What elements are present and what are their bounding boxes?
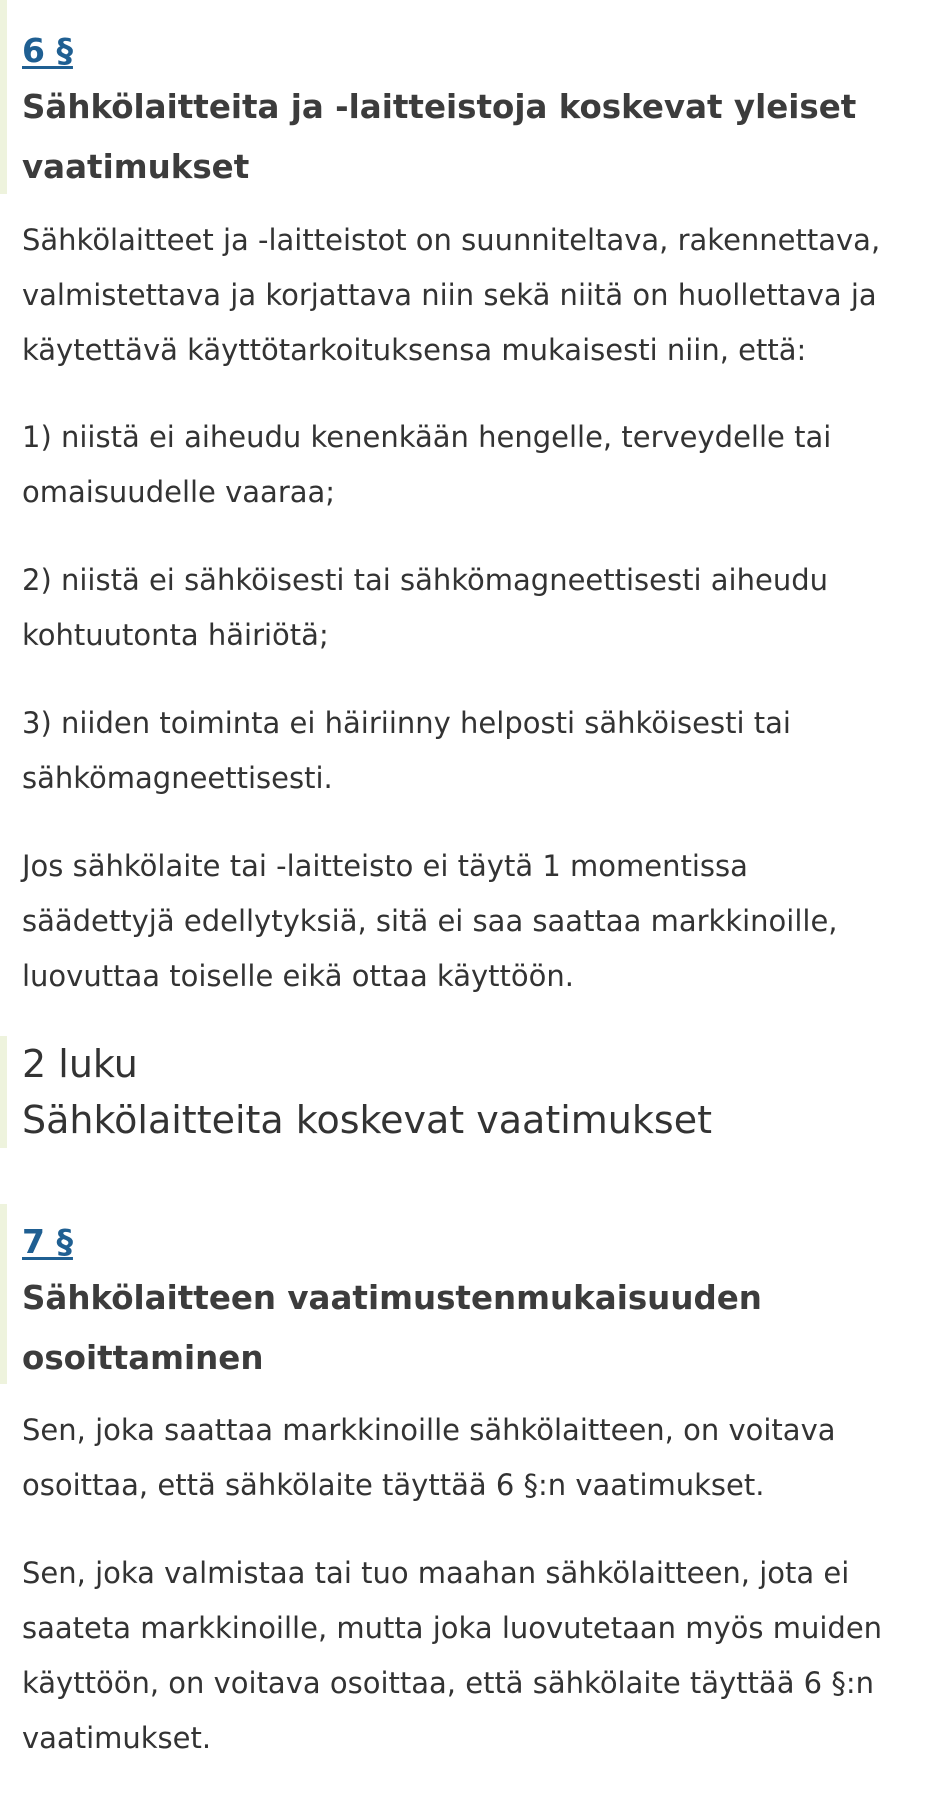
text-line: kohtuutonta häiriötä; [22,618,329,652]
section-7-paragraph [22,1546,937,1766]
chapter-number: 2 luku [22,1042,138,1086]
section-7-header [0,1204,949,1389]
section-6-header [0,0,949,200]
section-6-title [22,77,922,197]
text-line: Sen, joka valmistaa tai tuo maahan sähkölaitteen, jota ei [22,1556,850,1590]
text-line: käytettävä käyttötarkoituksensa mukaisesti niin, että: [22,333,807,367]
section-7-paragraph [22,1403,937,1513]
text-line: Sen, joka saattaa markkinoille sähkölaitteen, on voitava [22,1413,836,1447]
text-line: vaatimukset. [22,1721,212,1755]
text-line: saateta markkinoille, mutta joka luovutetaan myös muiden [22,1611,883,1645]
text-line: sähkömagneettisesti. [22,761,333,795]
section-6-title-line: Sähkölaitteita ja -laitteistoja koskevat yleiset [22,88,857,126]
section-6-paragraph [22,213,937,378]
section-6-paragraph [22,553,937,663]
section-7-link[interactable]: 7 § [22,1222,73,1261]
text-line: osoittaa, että sähkölaite täyttää 6 §:n vaatimukset. [22,1468,765,1502]
section-7-title [22,1268,922,1388]
text-line: 1) niistä ei aiheudu kenenkään hengelle, terveydelle tai [22,420,832,454]
text-line: luovuttaa toiselle eikä ottaa käyttöön. [22,959,574,993]
text-line: 2) niistä ei sähköisesti tai sähkömagneettisesti aiheudu [22,563,828,597]
text-line: Sähkölaitteet ja -laitteistot on suunniteltava, rakennettava, [22,223,881,257]
section-7-title-line: Sähkölaitteen vaatimustenmukaisuuden [22,1279,762,1317]
text-line: käyttöön, on voitava osoittaa, että sähkölaite täyttää 6 §:n [22,1666,875,1700]
section-7-title-line: osoittaminen [22,1339,264,1377]
section-6-paragraph [22,410,937,520]
chapter-2-heading [22,1036,922,1148]
section-marker-bar [0,1204,7,1384]
chapter-2-header [0,1036,949,1151]
section-6-paragraph [22,839,937,1004]
text-line: valmistettava ja korjattava niin sekä niitä on huollettava ja [22,278,877,312]
text-line: 3) niiden toiminta ei häiriinny helposti sähköisesti tai [22,706,791,740]
text-line: säädettyjä edellytyksiä, sitä ei saa saattaa markkinoille, [22,904,838,938]
section-6-title-line: vaatimukset [22,148,250,186]
chapter-title: Sähkölaitteita koskevat vaatimukset [22,1098,712,1142]
section-marker-bar [0,0,7,194]
text-line: Jos sähkölaite tai -laitteisto ei täytä 1 momentissa [22,849,748,883]
section-6-paragraph [22,696,937,806]
section-6-link[interactable]: 6 § [22,31,73,70]
chapter-marker-bar [0,1036,7,1148]
text-line: omaisuudelle vaaraa; [22,475,336,509]
